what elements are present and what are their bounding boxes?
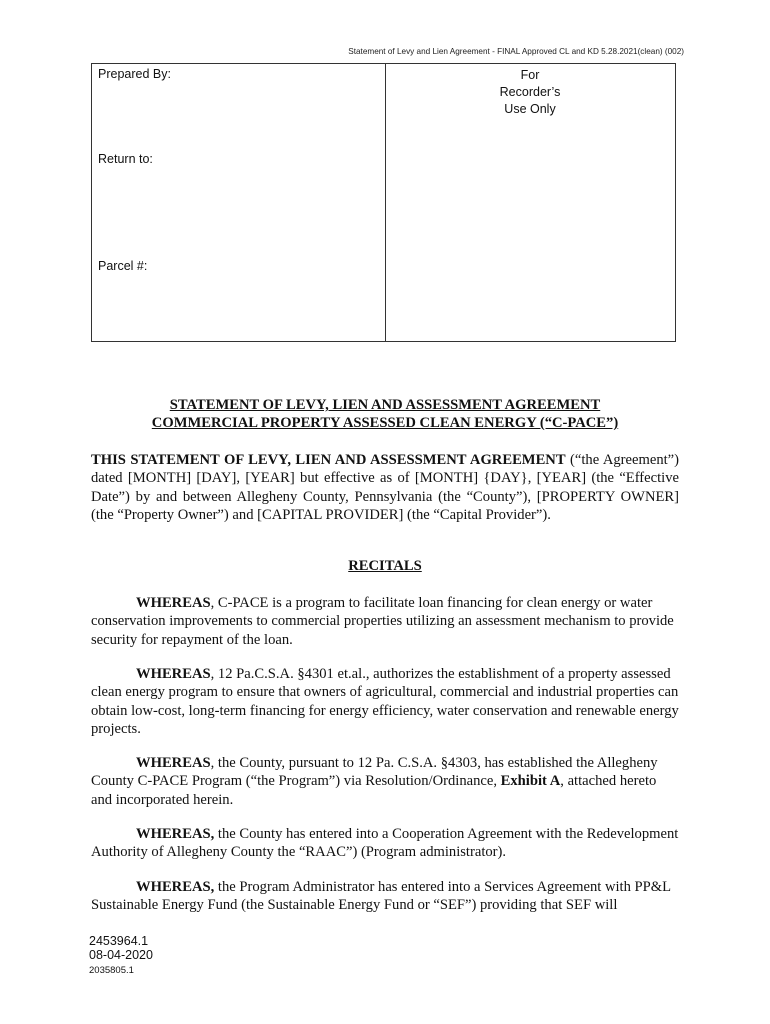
recital-paragraph [91, 754, 679, 809]
recital-paragraph [91, 825, 679, 862]
recital-paragraph [91, 665, 679, 739]
recorder-use-label [385, 67, 675, 118]
recital-text: the Program Administrator has entered into a Services Agreement with PP&L Sustainable Energy Fund (the Sustainable Energy Fund or “SEF”) providing that SEF will [91, 879, 671, 914]
recital-text: , 12 Pa.C.S.A. §4301 et.al., authorizes the establishment of a property assessed clean energy program to ensure that owners of agricultural, commercial and industrial properties can obtain low-cost, long-term financing for energy efficiency, water conservation and renewable energy projects. [91, 666, 679, 738]
footer-id-2: 2035805.1 [89, 965, 134, 976]
recital-text: the County has entered into a Cooperation Agreement with the Redevelopment Authority of Allegheny County the “RAAC”) (Program administrator). [91, 826, 679, 861]
recital-lead: WHEREAS [136, 666, 211, 682]
prepared-by-label: Prepared By: [98, 67, 171, 81]
recorder-line-1: For [520, 68, 540, 82]
recital-paragraph [91, 594, 679, 649]
title-line-2: COMMERCIAL PROPERTY ASSESSED CLEAN ENERGY (“C-PACE”) [151, 415, 619, 431]
exhibit-a-ref: Exhibit A [500, 773, 561, 790]
footer-date: 08-04-2020 [89, 948, 153, 962]
recitals-heading: RECITALS [348, 558, 422, 574]
title-line-1: STATEMENT OF LEVY, LIEN AND ASSESSMENT AGREEMENT [169, 397, 601, 413]
recital-lead: WHEREAS [136, 755, 211, 771]
recital-lead: WHEREAS, [136, 826, 215, 842]
recorder-line-2: Recorder’s [499, 85, 561, 99]
recital-lead: WHEREAS [136, 595, 211, 611]
intro-paragraph [91, 451, 679, 525]
return-to-label: Return to: [98, 152, 153, 166]
recital-text: , the County, pursuant to 12 Pa. C.S.A. §4303, has established the Allegheny County C-PACE Program (“the Program”) via Resolution/Ordinance, [91, 755, 658, 790]
recording-box [91, 63, 676, 342]
footer-doc-ids [89, 934, 153, 978]
recital-text: , attached hereto and incorporated herein. [91, 773, 657, 808]
intro-bold: THIS STATEMENT OF LEVY, LIEN AND ASSESSMENT AGREEMENT [91, 452, 566, 468]
intro-text: (“the Agreement”) dated [MONTH] [DAY], [YEAR] but effective as of [MONTH] {DAY}, [YEAR] (the “Effective Date”) by and between Allegheny County, Pennsylvania (the “County”), [PROPERTY OWNER] (the “Property Owner”) and [CAPITAL PROVIDER] (the “Capital Provider”). [91, 452, 680, 524]
recital-lead: WHEREAS, [136, 879, 215, 895]
footer-id-1: 2453964.1 [89, 934, 149, 948]
document-header: Statement of Levy and Lien Agreement - FINAL Approved CL and KD 5.28.2021(clean) (002) [348, 47, 684, 56]
recorder-line-3: Use Only [504, 102, 556, 116]
recital-paragraph [91, 878, 679, 915]
recital-text: , C-PACE is a program to facilitate loan financing for clean energy or water conservation improvements to commercial properties utilizing an assessment mechanism to provide security for repayment of the loan. [91, 595, 674, 648]
parcel-label: Parcel #: [98, 259, 148, 273]
